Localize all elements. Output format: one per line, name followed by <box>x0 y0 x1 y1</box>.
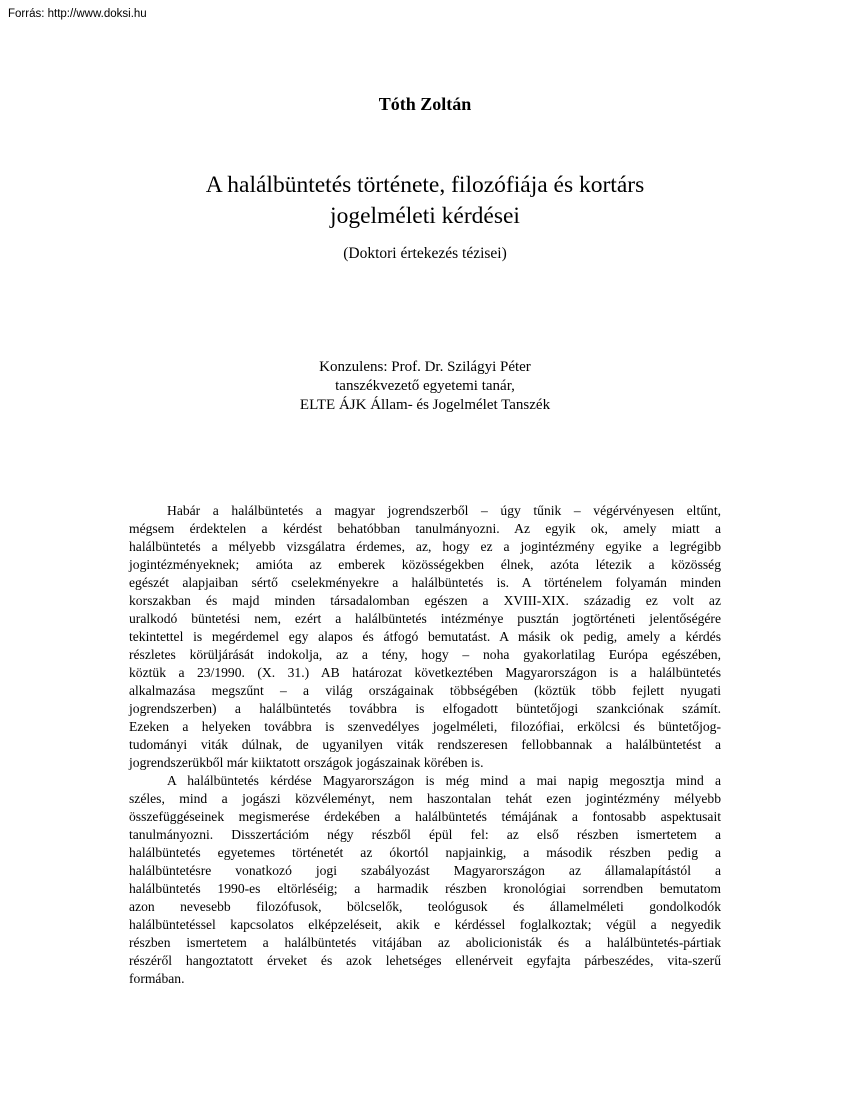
text-line: jogintézményeknek; amióta az emberek közösségekben élnek, azóta létezik a közösség <box>129 557 721 572</box>
text-line: összefüggéseinek megismerése érdekében a halálbüntetés témájának a fontosabb aspektusait <box>129 809 721 824</box>
text-line: formában. <box>129 971 185 986</box>
text-line: egészét alapjaiban sértő cselekményekre a halálbüntetés is. A történelem folyamán minden <box>129 575 721 590</box>
text-line: részletes körüljárását indokolja, az a tény, hogy – noha gyakorlatilag Európa egészében, <box>129 647 721 662</box>
text-line: azon nevesebb filozófusok, bölcselők, teológusok és államelméleti gondolkodók <box>129 899 721 914</box>
document-subtitle: (Doktori értekezés tézisei) <box>343 245 507 262</box>
text-line: halálbüntetés a mélyebb vizsgálatra érdemes, az, hogy ez a jogintézmény egyike a legrégibb <box>129 539 721 554</box>
text-line: korszakban és majd minden társadalomban egészen a XVIII-XIX. századig ez volt az <box>129 593 721 608</box>
text-line: Ezeken a helyeken továbbra is szenvedélyes jogelméleti, filozófiai, erkölcsi és büntetőjog- <box>129 719 721 734</box>
advisor-block <box>0 358 850 415</box>
text-line: jogrendszerükből már kiiktatott országok jogászainak körében is. <box>129 755 484 770</box>
document-title-line-2: jogelméleti kérdései <box>330 202 520 229</box>
text-line: tudományi viták dúlnak, de ugyanilyen viták rendszeresen fellobbannak a halálbüntetést a <box>129 737 721 752</box>
text-line: halálbüntetés egyetemes történetét az ókortól napjainkig, a második részben pedig a <box>129 845 721 860</box>
paragraph <box>129 772 721 988</box>
document-title <box>0 170 850 231</box>
text-line: széles, mind a jogászi közvéleményt, nem haszontalan tehát ezen jogintézmény mélyebb <box>129 791 721 806</box>
paragraph <box>129 502 721 772</box>
text-line: részben ismertetem a halálbüntetés vitájában az abolicionisták és a halálbüntetés-pártiak <box>129 935 721 950</box>
text-line: A halálbüntetés kérdése Magyarországon is még mind a mai napig megosztja mind a <box>167 773 721 788</box>
document-title-line-1: A halálbüntetés története, filozófiája és kortárs <box>205 172 645 198</box>
advisor-line-1: Konzulens: Prof. Dr. Szilágyi Péter <box>319 359 531 375</box>
source-url: Forrás: http://www.doksi.hu <box>8 8 147 20</box>
author-name: Tóth Zoltán <box>378 94 472 114</box>
text-line: Habár a halálbüntetés a magyar jogrendszerből – úgy tűnik – végérvényesen eltűnt, <box>167 503 721 518</box>
text-line: halálbüntetéssel kapcsolatos elképzeléseit, akik e kérdéssel foglalkoztak; végül a negyedik <box>129 917 721 932</box>
text-line: köztük a 23/1990. (X. 31.) AB határozat következtében Magyarországon is a halálbüntetés <box>129 665 721 680</box>
text-line: tekintettel is megérdemel egy alapos és átfogó bemutatást. A másik ok pedig, amely a kérdés <box>129 629 721 644</box>
text-line: alkalmazása megszűnt – a világ országainak többségében (köztük több fejlett nyugati <box>129 683 721 698</box>
text-line: mégsem érdektelen a kérdést behatóbban tanulmányozni. Az egyik ok, amely miatt a <box>129 521 721 536</box>
text-line: halálbüntetés 1990-es eltörléséig; a harmadik részben kronológiai sorrendben bemutatom <box>129 881 721 896</box>
advisor-line-3: ELTE ÁJK Állam- és Jogelmélet Tanszék <box>299 397 551 413</box>
text-line: uralkodó büntetési nem, ezért a halálbüntetés intézménye pusztán jogtörténeti jelentőségére <box>129 611 721 626</box>
document-body <box>129 502 721 988</box>
text-line: részéről hangoztatott érveket és azok lehetséges ellenérveit egyfajta párbeszédes, vita-szerű <box>129 953 721 968</box>
text-line: halálbüntetésre vonatkozó jogi szabályozást Magyarországon az államalapítástól a <box>129 863 721 878</box>
text-line: tanulmányozni. Disszertációm négy részből épül fel: az első részben ismertetem a <box>129 827 721 842</box>
advisor-line-2: tanszékvezető egyetemi tanár, <box>335 378 515 394</box>
text-line: jogrendszerben) a halálbüntetés továbbra is elfogadott büntetőjogi szankciónak számít. <box>129 701 721 716</box>
